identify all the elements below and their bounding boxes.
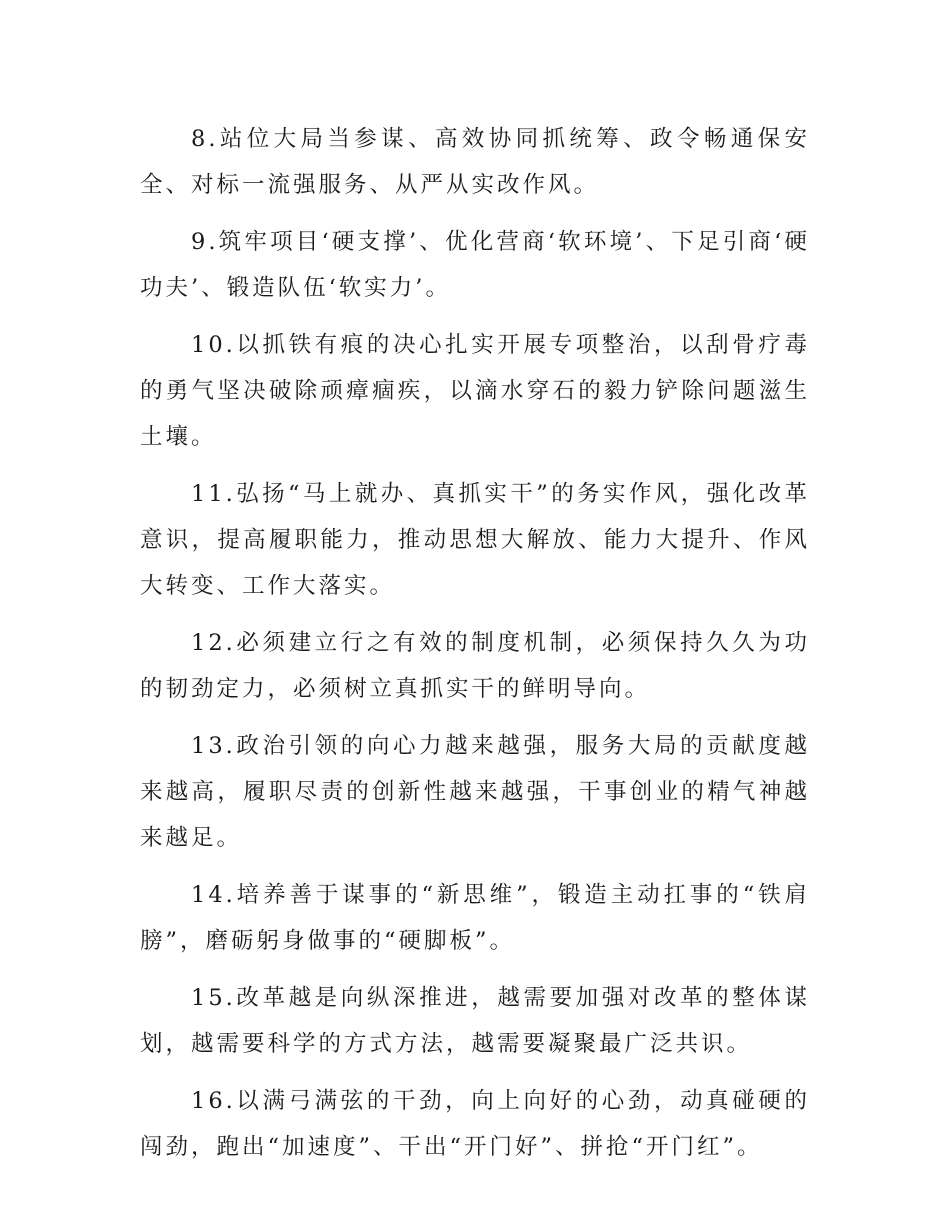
paragraph-16: 16.以满弓满弦的干劲，向上向好的心劲，动真碰硬的闯劲，跑出“加速度”、干出“开门好”、拼抢“开门红”。: [140, 1088, 810, 1160]
paragraph-13: 13.政治引领的向心力越来越强，服务大局的贡献度越来越高，履职尽责的创新性越来越强，干事创业的精气神越来越足。: [140, 733, 810, 851]
paragraph-11: 11.弘扬“马上就办、真抓实干”的务实作风，强化改革意识，提高履职能力，推动思想大解放、能力大提升、作风大转变、工作大落实。: [140, 481, 810, 599]
paragraph-14: 14.培养善于谋事的“新思维”，锻造主动扛事的“铁肩膀”，磨砺躬身做事的“硬脚板”。: [140, 882, 810, 954]
paragraph-10: 10.以抓铁有痕的决心扎实开展专项整治，以刮骨疗毒的勇气坚决破除顽瘴痼疾，以滴水穿石的毅力铲除问题滋生土壤。: [140, 332, 810, 450]
paragraph-15: 15.改革越是向纵深推进，越需要加强对改革的整体谋划，越需要科学的方式方法，越需要凝聚最广泛共识。: [140, 985, 810, 1057]
document-body: [140, 116, 810, 1181]
paragraph-12: 12.必须建立行之有效的制度机制，必须保持久久为功的韧劲定力，必须树立真抓实干的鲜明导向。: [140, 630, 810, 702]
paragraph-8: 8.站位大局当参谋、高效协同抓统筹、政令畅通保安全、对标一流强服务、从严从实改作风。: [140, 126, 810, 198]
paragraph-9: 9.筑牢项目‘硬支撑’、优化营商‘软环境’、下足引商‘硬功夫’、锻造队伍‘软实力’。: [140, 229, 810, 301]
